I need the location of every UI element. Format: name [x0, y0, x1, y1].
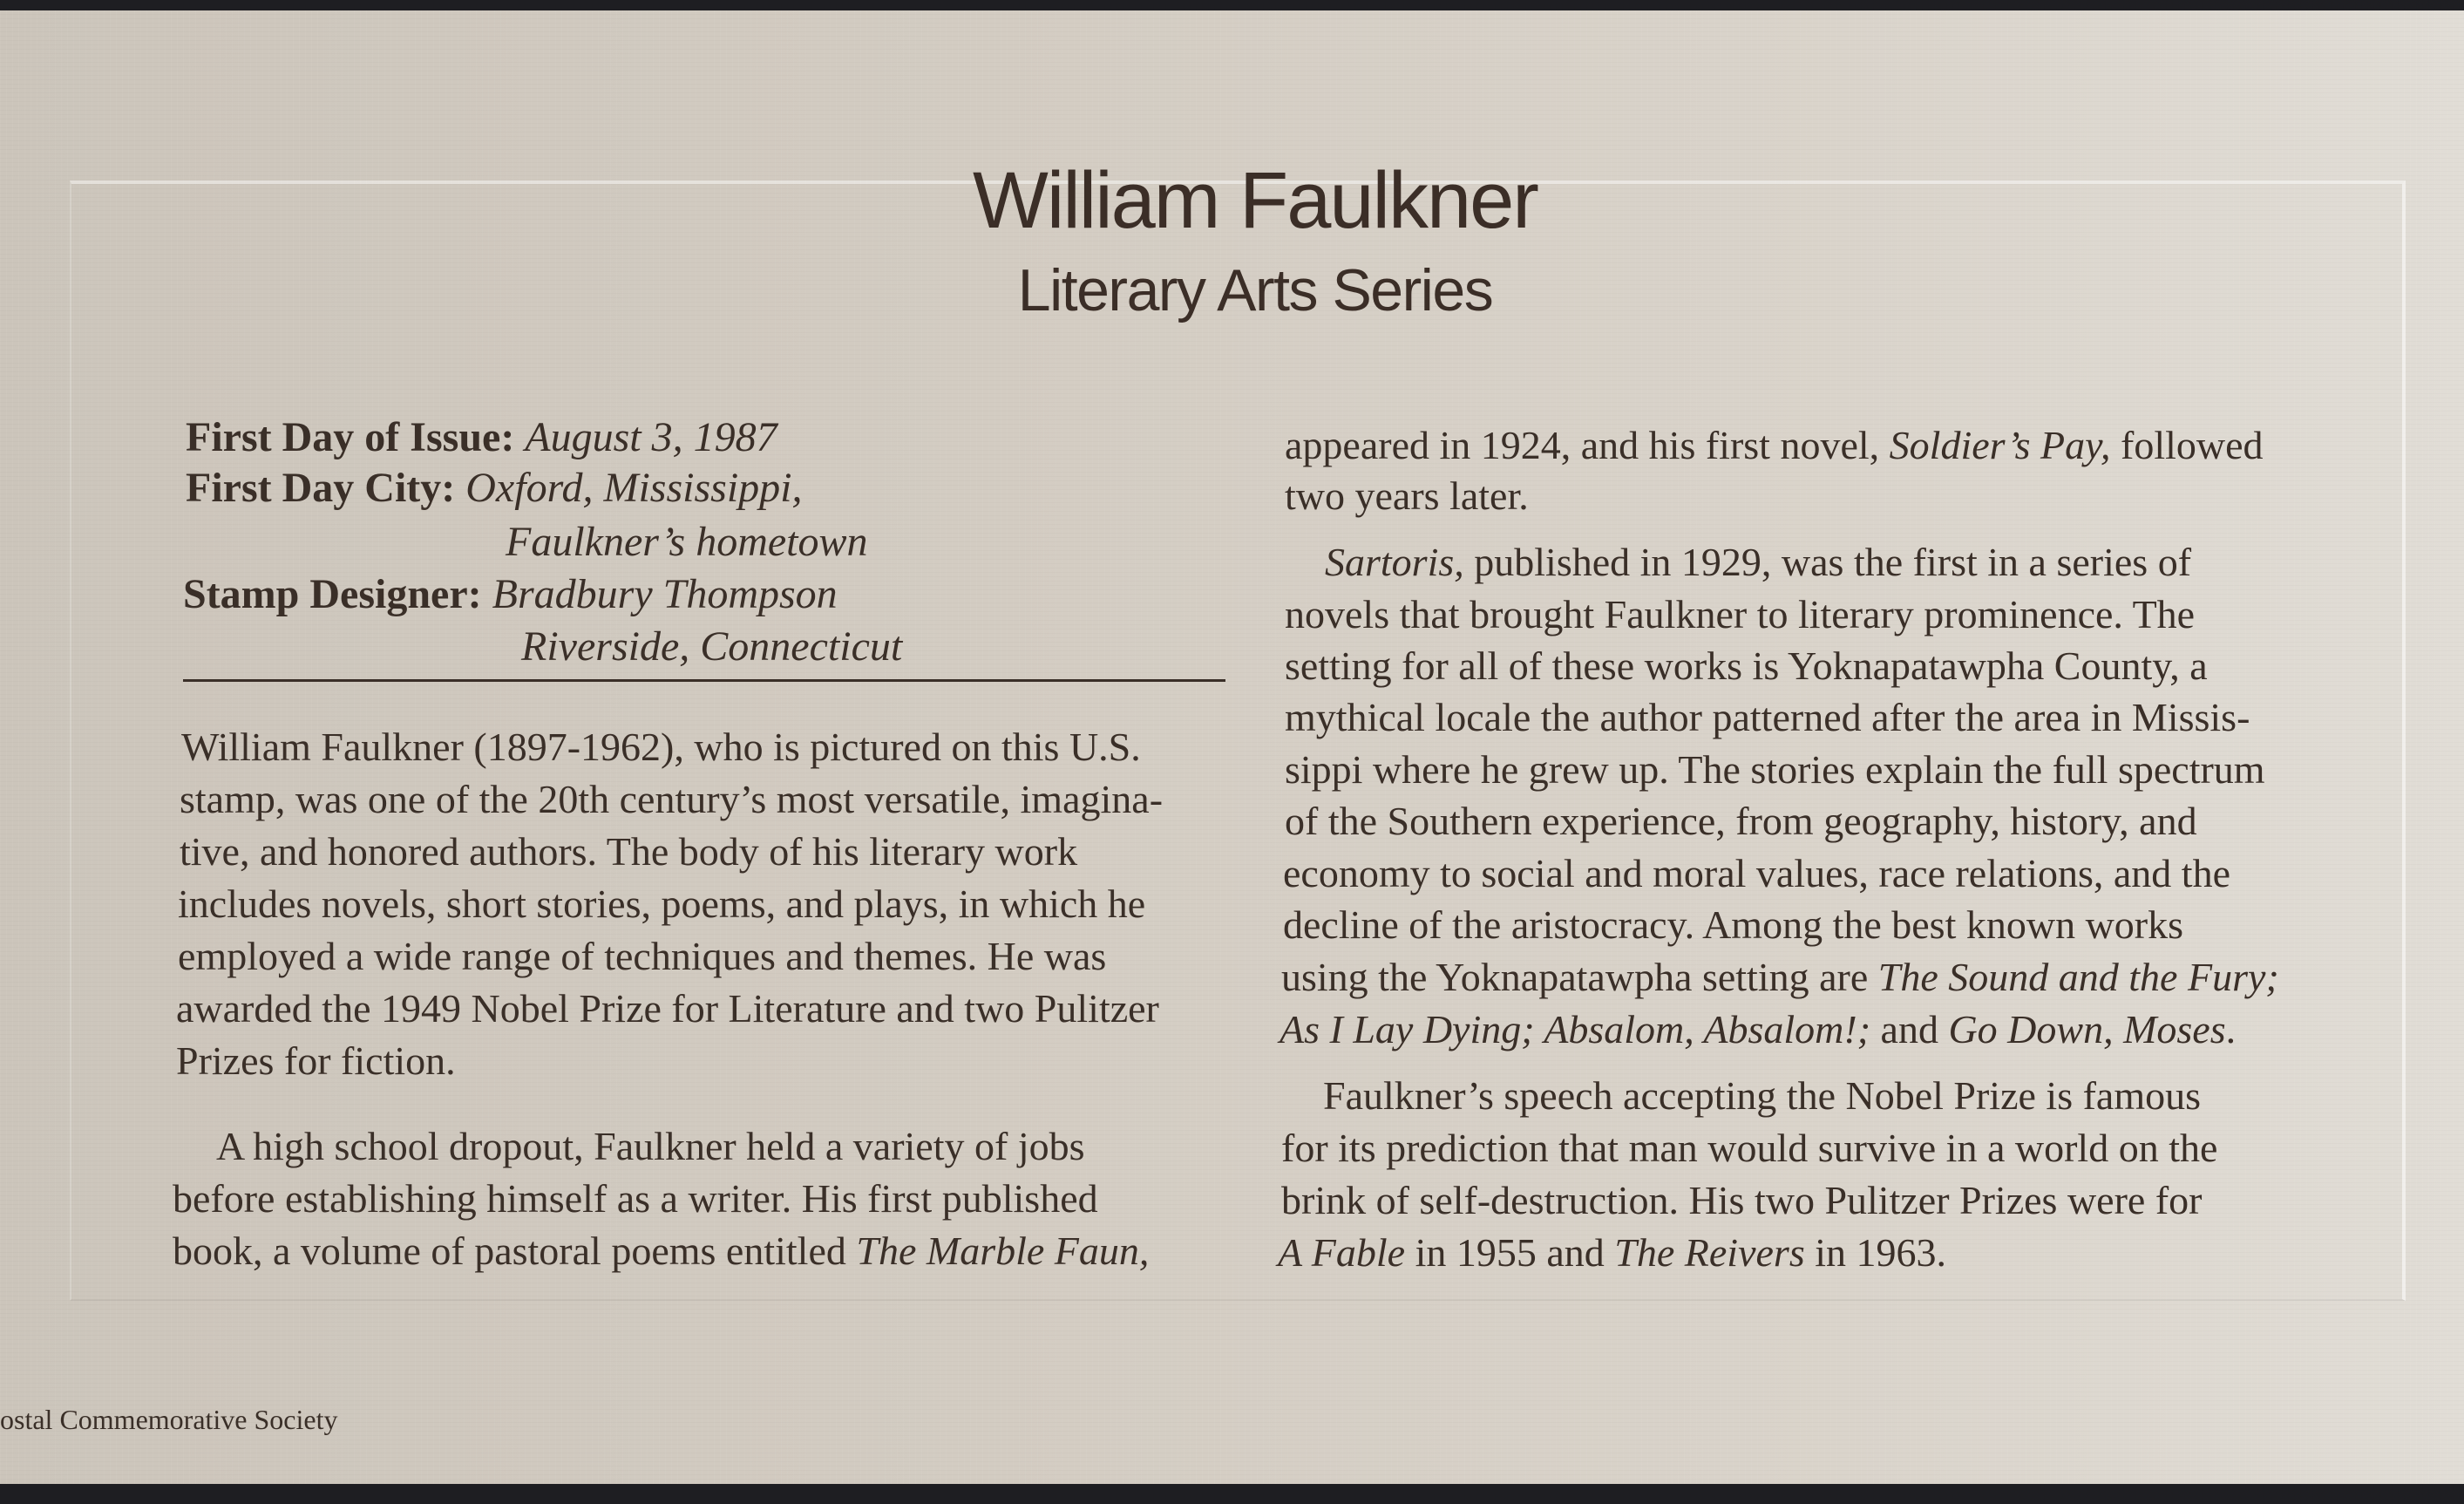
book-title-go-down-moses: Go Down, Moses — [1948, 1007, 2226, 1051]
stamp-designer-line — [183, 571, 838, 617]
book-title-soldiers-pay: Soldier’s Pay, — [1889, 423, 2111, 467]
city-hometown-line — [506, 521, 868, 563]
right-line: setting for all of these works is Yoknapatawpha County, a — [1285, 643, 2208, 688]
right-line: of the Southern experience, from geography, history, and — [1285, 799, 2197, 843]
city-label: First Day City: — [186, 465, 456, 511]
right-line — [1325, 542, 2191, 582]
designer-label: Stamp Designer: — [183, 571, 482, 617]
book-title-sartoris: Sartoris, — [1325, 540, 1464, 584]
city-value-2: Faulkner’s hometown — [506, 519, 868, 565]
right-text: using the Yoknapatawpha setting are — [1281, 955, 1878, 999]
right-line: brink of self-destruction. His two Pulitzer Prizes were for — [1281, 1178, 2203, 1222]
right-text: followed — [2110, 423, 2264, 467]
right-line — [1278, 1230, 1946, 1275]
designer-value-2: Riverside, Connecticut — [521, 623, 903, 670]
left-p1-line: William Faulkner (1897-1962), who is pictured on this U.S. — [181, 725, 1141, 769]
right-line — [1281, 957, 2279, 997]
right-line — [1285, 425, 2264, 466]
society-footer: ostal Commemorative Society — [0, 1404, 338, 1435]
right-line: Faulkner’s speech accepting the Nobel Prize is famous — [1323, 1073, 2202, 1118]
right-line: decline of the aristocracy. Among the best known works — [1283, 902, 2184, 947]
right-line: mythical locale the author patterned after the area in Missis- — [1285, 695, 2250, 739]
page-title: William Faulkner — [973, 156, 1537, 245]
first-day-city-line — [186, 467, 803, 509]
first-day-issue-line — [186, 414, 777, 460]
book-titles-lay-dying-absalom: As I Lay Dying; Absalom, Absalom!; — [1280, 1007, 1871, 1051]
left-p2-line — [173, 1228, 1150, 1273]
right-text: published in 1929, was the first in a series of — [1463, 540, 2192, 584]
left-p2-line: A high school dropout, Faulkner held a variety of jobs — [216, 1124, 1085, 1168]
left-p1-line: tive, and honored authors. The body of his literary work — [180, 829, 1078, 874]
designer-value: Bradbury Thompson — [492, 571, 838, 617]
first-day-label: First Day of Issue: — [186, 414, 515, 460]
right-line: two years later. — [1285, 473, 1529, 518]
left-p1-line: includes novels, short stories, poems, and plays, in which he — [178, 881, 1146, 926]
left-p1-line: stamp, was one of the 20th century’s most versatile, imagina- — [180, 777, 1164, 821]
right-text: . — [2225, 1007, 2237, 1051]
designer-location-line — [521, 623, 903, 670]
book-title-marble-faun: The Marble Faun, — [856, 1228, 1150, 1273]
book-title-a-fable: A Fable — [1278, 1230, 1406, 1275]
left-p1-line: employed a wide range of techniques and themes. He was — [178, 934, 1107, 978]
left-p1-line: awarded the 1949 Nobel Prize for Literature and two Pulitzer — [176, 986, 1159, 1031]
right-text: and — [1870, 1007, 1949, 1051]
page-subtitle: Literary Arts Series — [1017, 257, 1493, 323]
left-p2-text: book, a volume of pastoral poems entitled — [173, 1228, 857, 1273]
left-p1-line: Prizes for fiction. — [176, 1038, 456, 1083]
right-line: for its prediction that man would survive in a world on the — [1281, 1126, 2218, 1170]
right-line: sippi where he grew up. The stories explain the full spectrum — [1285, 747, 2265, 792]
book-title-the-reivers: The Reivers — [1614, 1230, 1805, 1275]
right-text: in 1955 and — [1405, 1230, 1615, 1275]
divider-rule — [183, 679, 1225, 682]
right-line — [1280, 1007, 2237, 1051]
book-title-sound-and-fury: The Sound and the Fury; — [1877, 955, 2279, 999]
right-line: economy to social and moral values, race relations, and the — [1283, 851, 2230, 895]
first-day-value: August 3, 1987 — [525, 414, 777, 460]
city-value: Oxford, Mississippi, — [465, 465, 803, 511]
right-text: in 1963. — [1804, 1230, 1946, 1275]
right-line: novels that brought Faulkner to literary prominence. The — [1285, 592, 2196, 636]
commemorative-card — [0, 10, 2464, 1484]
right-text: appeared in 1924, and his first novel, — [1285, 423, 1890, 467]
left-p2-line: before establishing himself as a writer. His first published — [173, 1176, 1098, 1221]
